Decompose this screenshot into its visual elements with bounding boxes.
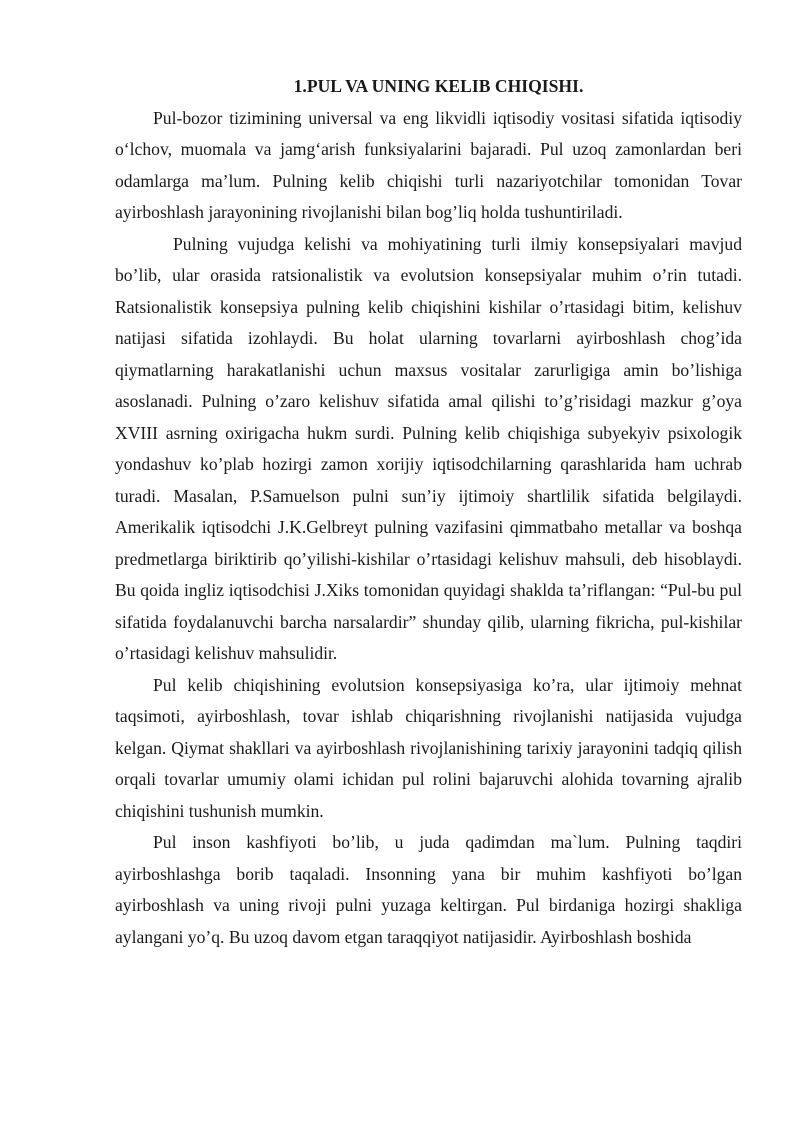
paragraph-1: Pul-bozor tizimining universal va eng likvidli iqtisodiy vositasi sifatida iqtisodiy o‘lchov, muomala va jamg‘arish funksiyalarini bajaradi. Pul uzoq zamonlardan beri odamlarga ma’lum. Pulning kelib chiqishi turli nazariyotchilar tomonidan Tovar ayirboshlash jarayonining rivojlanishi bilan bog’liq holda tushuntiriladi.	[115, 107, 742, 222]
paragraph-2: Pulning vujudga kelishi va mohiyatining turli ilmiy konsepsiyalari mavjud bo’lib, ular orasida ratsionalistik va evolutsion konsepsiyalar muhim o’rin tutadi. Ratsionalistik konsepsiya pulning kelib chiqishini kishilar o’rtasidagi bitim, kelishuv natijasi sifatida izohlaydi. Bu holat ularning tovarlarni ayirboshlash chog’ida qiymatlarning harakatlanishi uchun maxsus vositalar zarurligiga amin bo’lishiga asoslanadi. Pulning o’zaro kelishuv sifatida amal qilishi to’g’risidagi mazkur g’oya XVIII asrning oxirigacha hukm surdi. Pulning kelib chiqishiga subyekyiv psixologik yondashuv ko’plab hozirgi zamon xorijiy iqtisodchilarning qarashlarida ham uchrab turadi. Masalan, P.Samuelson pulni sun’iy ijtimoiy shartlilik sifatida belgilaydi. Amerikalik iqtisodchi J.K.Gelbreyt pulning vazifasini qimmatbaho metallar va boshqa predmetlarga biriktirib qo’yilishi-kishilar o’rtasidagi kelishuv mahsuli, deb hisoblaydi. Bu qoida ingliz iqtisodchisi J.Xiks tomonidan quyidagi shaklda ta’riflangan: “Pul-bu pul sifatida foydalanuvchi barcha narsalardir” shunday qilib, ularning fikricha, pul-kishilar o’rtasidagi kelishuv mahsulidir.	[115, 233, 742, 663]
section-title: 1.PUL VA UNING KELIB CHIQISHI.	[293, 76, 584, 96]
document-body	[115, 71, 742, 953]
paragraph-4: Pul inson kashfiyoti bo’lib, u juda qadimdan ma`lum. Pulning taqdiri ayirboshlashga borib taqaladi. Insonning yana bir muhim kashfiyoti bo’lgan ayirboshlash va uning rivoji pulni yuzaga keltirgan. Pul birdaniga hozirgi shakliga aylangani yo’q. Bu uzoq davom etgan taraqqiyot natijasidir. Ayirboshlash boshida	[115, 832, 742, 947]
paragraph-3: Pul kelib chiqishining evolutsion konsepsiyasiga ko’ra, ular ijtimoiy mehnat taqsimoti, ayirboshlash, tovar ishlab chiqarishning rivojlanishi natijasida vujudga kelgan. Qiymat shakllari va ayirboshlash rivojlanishining tarixiy jarayonini tadqiq qilish orqali tovarlar umumiy olami ichidan pul rolini bajaruvchi alohida tovarning ajralib chiqishini tushunish mumkin.	[115, 674, 742, 821]
